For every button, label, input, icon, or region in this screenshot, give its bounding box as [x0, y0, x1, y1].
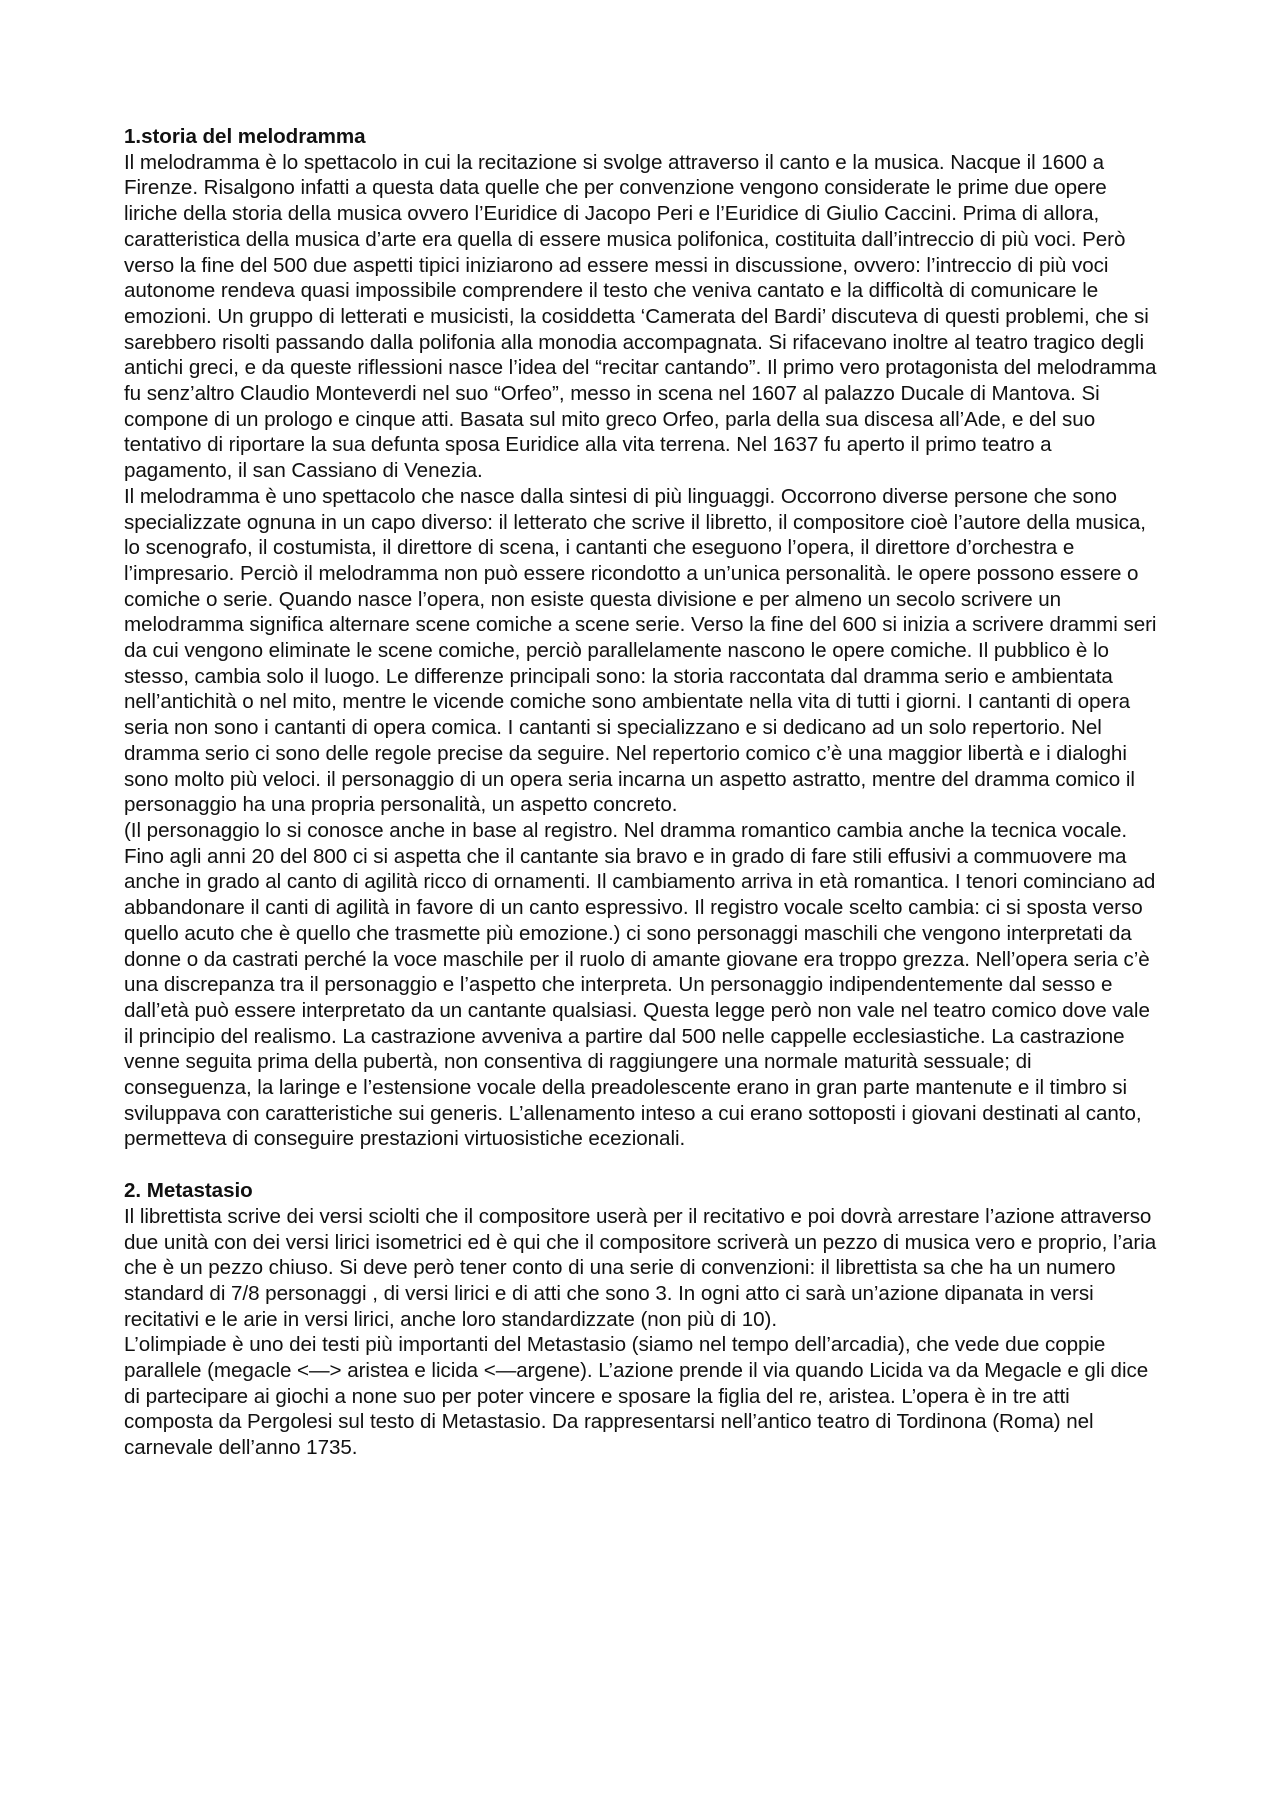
paragraph: L’olimpiade è uno dei testi più importanti del Metastasio (siamo nel tempo dell’arcadia), che vede due coppie parallele (megacle <—> aristea e licida <—argene). L’azione prende il via quando Licida va da Megacle e gli dice di partecipare ai giochi a none suo per poter vincere e sposare la figlia del re, aristea. L’opera è in tre atti composta da Pergolesi sul testo di Metastasio. Da rappresentarsi nell’antico teatro di Tordinona (Roma) nel carnevale dell’anno 1735. — [124, 1333, 1149, 1460]
document-page — [124, 124, 1164, 1461]
section-heading: 1.storia del melodramma — [124, 125, 366, 148]
paragraph: Il melodramma è lo spettacolo in cui la recitazione si svolge attraverso il canto e la musica. Nacque il 1600 a Firenze. Risalgono infatti a questa data quelle che per convenzione vengono considerate le prime due opere liriche della storia della musica ovvero l’Euridice di Jacopo Peri e l’Euridice di Giulio Caccini. Prima di allora, caratteristica della musica d’arte era quella di essere musica polifonica, costituita dall’intreccio di più voci. Però verso la fine del 500 due aspetti tipici iniziarono ad essere messi in discussione, ovvero: l’intreccio di più voci autonome rendeva quasi impossibile comprendere il testo che veniva cantato e la difficoltà di comunicare le emozioni. Un gruppo di letterati e musicisti, la cosiddetta ‘Camerata del Bardi’ discuteva di questi problemi, che si sarebbero risolti passando dalla polifonia alla monodia accompagnata. Si rifacevano inoltre al teatro tragico degli antichi greci, e da queste riflessioni nasce l’idea del “recitar cantando”. Il primo vero protagonista del melodramma fu senz’altro Claudio Monteverdi nel suo “Orfeo”, messo in scena nel 1607 al palazzo Ducale di Mantova. Si compone di un prologo e cinque atti. Basata sul mito greco Orfeo, parla della sua discesa all’Ade, e del suo tentativo di riportare la sua defunta sposa Euridice alla vita terrena. Nel 1637 fu aperto il primo teatro a pagamento, il san Cassiano di Venezia. — [124, 150, 1157, 483]
paragraph: (Il personaggio lo si conosce anche in base al registro. Nel dramma romantico cambia anche la tecnica vocale. Fino agli anni 20 del 800 ci si aspetta che il cantante sia bravo e in grado di fare stili effusivi a commuovere ma anche in grado al canto di agilità ricco di ornamenti. Il cambiamento arriva in età romantica. I tenori cominciano ad abbandonare il canti di agilità in favore di un canto espressivo. Il registro vocale scelto cambia: ci si sposta verso quello acuto che è quello che trasmette più emozione.) ci sono personaggi maschili che vengono interpretati da donne o da castrati perché la voce maschile per il ruolo di amante giovane era troppo grezza. Nell’opera seria c’è una discrepanza tra il personaggio e l’aspetto che interpreta. Un personaggio indipendentemente dal sesso e dall’età può essere interpretato da un cantante qualsiasi. Questa legge però non vale nel teatro comico dove vale il principio del realismo. La castrazione avveniva a partire dal 500 nelle cappelle ecclesiastiche. La castrazione venne seguita prima della pubertà, non consentiva di raggiungere una normale maturità sessuale; di conseguenza, la laringe e l’estensione vocale della preadolescente erano in gran parte mantenute e il timbro si sviluppava con caratteristiche sui generis. L’allenamento inteso a cui erano sottoposti i giovani destinati al canto, permetteva di conseguire prestazioni virtuosistiche ecezionali. — [124, 818, 1156, 1151]
section-heading: 2. Metastasio — [124, 1179, 253, 1203]
paragraph: Il melodramma è uno spettacolo che nasce dalla sintesi di più linguaggi. Occorrono diverse persone che sono specializzate ognuna in un capo diverso: il letterato che scrive il libretto, il compositore cioè l’autore della musica, lo scenografo, il costumista, il direttore di scena, i cantanti che eseguono l’opera, il direttore d’orchestra e l’impresario. Perciò il melodramma non può essere ricondotto a un’unica personalità. le opere possono essere o comiche o serie. Quando nasce l’opera, non esiste questa divisione e per almeno un secolo scrivere un melodramma significa alternare scene comiche a scene serie. Verso la fine del 600 si inizia a scrivere drammi seri da cui vengono eliminate le scene comiche, perciò parallelamente nascono le opere comiche. Il pubblico è lo stesso, cambia solo il luogo. Le differenze principali sono: la storia raccontata dal dramma serio e ambientata nell’antichità o nel mito, mentre le vicende comiche sono ambientate nella vita di tutti i giorni. I cantanti di opera seria non sono i cantanti di opera comica. I cantanti si specializzano e si dedicano ad un solo repertorio. Nel dramma serio ci sono delle regole precise da seguire. Nel repertorio comico c’è una maggior libertà e i dialoghi sono molto più veloci. il personaggio di un opera seria incarna un aspetto astratto, mentre del dramma comico il personaggio ha una propria personalità, un aspetto concreto. — [124, 484, 1157, 817]
section-metastasio — [124, 1178, 1164, 1461]
section-storia-del-melodramma — [124, 124, 1164, 1152]
paragraph: Il librettista scrive dei versi sciolti che il compositore userà per il recitativo e poi dovrà arrestare l’azione attraverso due unità con dei versi lirici isometrici ed è qui che il compositore scriverà un pezzo di musica vero e proprio, l’aria che è un pezzo chiuso. Si deve però tener conto di una serie di convenzioni: il librettista sa che ha un numero standard di 7/8 personaggi , di versi lirici e di atti che sono 3. In ogni atto ci sarà un’azione dipanata in versi recitativi e le arie in versi lirici, anche loro standardizzate (non più di 10). — [124, 1204, 1157, 1331]
